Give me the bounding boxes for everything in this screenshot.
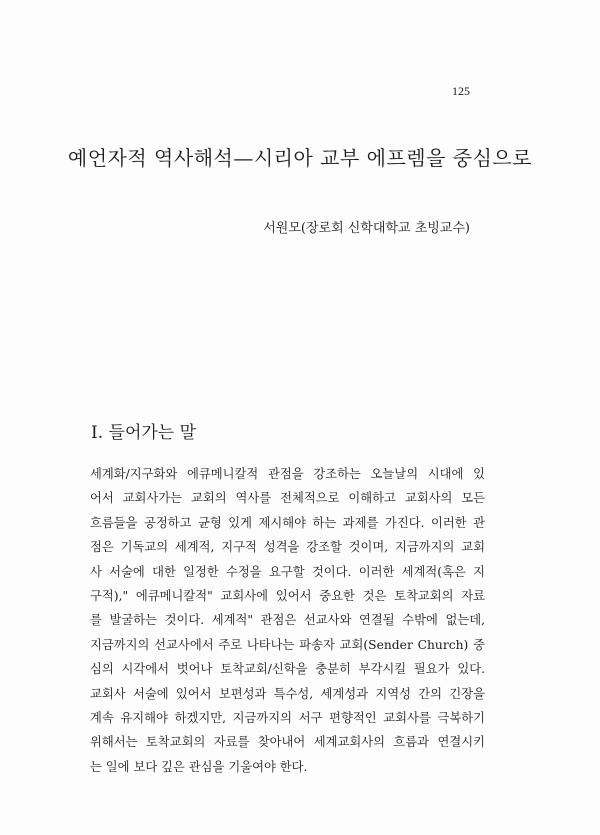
body-paragraph [90,462,485,779]
body-line: 심의 시각에서 벗어나 토착교회/신학을 충분히 부각시킬 필요가 있다. [90,662,485,677]
body-line: 세계화/지구화와 에큐메니칼적 관점을 강조하는 오늘날의 시대에 있 [90,467,485,481]
body-line: 흐름들을 공정하고 균형 있게 제시해야 하는 과제를 가진다. 이러한 관 [90,515,485,530]
body-line: 사 서술에 대한 일정한 수정을 요구할 것이다. 이러한 세계적(혹은 지 [90,564,485,579]
author-line: 서원모(장로회 신학대학교 초빙교수) [263,221,470,236]
body-line: 를 발굴하는 것이다. 세계적" 관점은 선교사와 연결될 수밖에 없는데, [90,613,485,628]
body-line: 구적)," 에큐메니칼적" 교회사에 있어서 중요한 것은 토착교회의 자료 [90,589,485,604]
body-line: 위해서는 토착교회의 자료를 찾아내어 세계교회사의 흐름과 연결시키 [90,735,485,750]
body-line: 지금까지의 선교사에서 주로 나타나는 파송자 교회(Sender Church) 중 [90,637,485,652]
body-line: 계속 유지해야 하겠지만, 지금까지의 서구 편향적인 교회사를 극복하기 [90,711,485,726]
body-line: 교회사 서술에 있어서 보편성과 특수성, 세계성과 지역성 간의 긴장을 [90,686,485,701]
body-line: 어서 교회사가는 교회의 역사를 전체적으로 이해하고 교회사의 모든 [90,491,485,506]
body-line: 는 일에 보다 깊은 관심을 기울여야 한다. [90,759,308,774]
section-heading: I. 들어가는 말 [91,423,197,443]
page-number: 125 [452,84,470,98]
body-line: 점은 기독교의 세계적, 지구적 성격을 강조할 것이며, 지금까지의 교회 [90,540,485,555]
article-title: 예언자적 역사해석—시리아 교부 에프렘을 중심으로 [67,146,533,170]
